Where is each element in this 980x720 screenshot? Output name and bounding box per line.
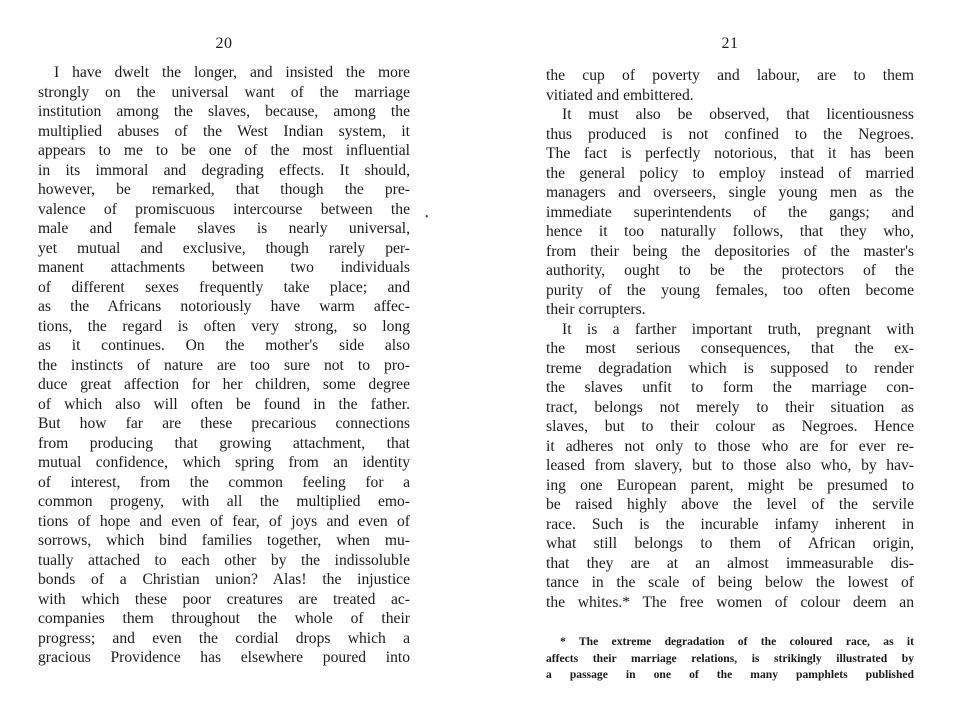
text-line: sorrows, which bind families together, when mu- xyxy=(38,532,410,549)
page-body-text xyxy=(546,66,914,612)
text-line: the most serious consequences, that the ex- xyxy=(546,340,914,357)
text-line: with which these poor creatures are treated ac- xyxy=(38,590,410,608)
text-line: I have dwelt the longer, and insisted the more xyxy=(54,64,410,81)
text-line: progress; and even the cordial drops which a xyxy=(38,629,410,647)
footnote-line: a passage in one of the many pamphlets published xyxy=(546,668,914,681)
text-line: strongly on the universal want of the marriage xyxy=(38,83,410,101)
text-line: common progeny, with all the multiplied emo- xyxy=(38,493,410,510)
text-line: from their being the depositories of the master's xyxy=(546,242,914,260)
text-line: appears to me to be one of the most influential xyxy=(38,142,410,159)
text-line: gracious Providence has elsewhere poured into xyxy=(38,649,410,666)
text-line: But how far are these precarious connections xyxy=(38,415,410,432)
text-line: ing one European parent, might be presumed to xyxy=(546,476,914,494)
text-line: as it continues. On the mother's side also xyxy=(38,337,410,354)
text-line: hence it too naturally follows, that they who, xyxy=(546,223,914,240)
text-line: mutual confidence, which spring from an identity xyxy=(38,454,410,471)
page-body-text xyxy=(38,63,410,668)
right-page xyxy=(546,0,914,720)
text-line: the slaves unfit to form the marriage con- xyxy=(546,379,914,396)
text-line: as the Africans notoriously have warm affec- xyxy=(38,298,410,315)
text-line: tions of hope and even of fear, of joys and even of xyxy=(38,512,410,530)
text-line: vitiated and embittered. xyxy=(546,86,694,104)
text-line: slaves, but to their colour as Negroes. Hence xyxy=(546,418,914,435)
text-line: their corrupters. xyxy=(546,301,646,318)
text-line: tually attached to each other by the indissoluble xyxy=(38,551,410,569)
left-page xyxy=(38,0,410,720)
text-line: immediate superintendents of the gangs; and xyxy=(546,203,914,221)
text-line: tract, belongs not merely to their situation as xyxy=(546,398,914,416)
text-line: however, be remarked, that though the pre- xyxy=(38,181,410,198)
text-line: race. Such is the incurable infamy inherent in xyxy=(546,515,914,533)
text-line: in its immoral and degrading effects. It should, xyxy=(38,161,410,179)
text-line: the whites.* The free women of colour deem an xyxy=(546,593,914,611)
text-line: The fact is perfectly notorious, that it has been xyxy=(546,145,914,162)
text-line: multiplied abuses of the West Indian system, it xyxy=(38,122,410,140)
text-line: tance in the scale of being below the lowest of xyxy=(546,574,914,591)
text-line: it adheres not only to those who are for ever re- xyxy=(546,437,914,455)
page-number: 20 xyxy=(215,35,233,52)
text-line: the cup of poverty and labour, are to them xyxy=(546,67,914,84)
text-line: be raised highly above the level of the servile xyxy=(546,496,914,513)
text-line: what still belongs to them of African origin, xyxy=(546,535,914,552)
text-line: purity of the young females, too often become xyxy=(546,281,914,299)
text-line: the general policy to employ instead of married xyxy=(546,164,914,182)
text-line: It must also be observed, that licentiousness xyxy=(562,106,914,123)
text-line: authority, ought to be the protectors of the xyxy=(546,262,914,279)
text-line: manent attachments between two individuals xyxy=(38,259,410,276)
print-speck-mark: • xyxy=(425,212,429,223)
text-line: of different sexes frequently take place; and xyxy=(38,278,410,296)
text-line: from producing that growing attachment, that xyxy=(38,434,410,452)
text-line: that they are at an almost immeasurable dis- xyxy=(546,554,914,572)
text-line: valence of promiscuous intercourse between the xyxy=(38,200,410,218)
text-line: the instincts of nature are too sure not to pro- xyxy=(38,356,410,374)
footnote xyxy=(546,634,914,684)
footnote-line: * The extreme degradation of the coloured race, as it xyxy=(560,635,914,648)
text-line: leased from slavery, but to those also who, by hav- xyxy=(546,457,914,474)
text-line: male and female slaves is nearly universal, xyxy=(38,220,410,237)
text-line: managers and overseers, single young men as the xyxy=(546,184,914,201)
text-line: duce great affection for her children, some degree xyxy=(38,376,410,393)
text-line: companies them throughout the whole of their xyxy=(38,610,410,627)
text-line: thus produced is not confined to the Negroes. xyxy=(546,125,914,143)
text-line: institution among the slaves, because, among the xyxy=(38,103,410,120)
text-line: bonds of a Christian union? Alas! the injustice xyxy=(38,571,410,588)
text-line: tions, the regard is often very strong, so long xyxy=(38,317,410,335)
text-line: treme degradation which is supposed to render xyxy=(546,359,914,377)
text-line: of interest, from the common feeling for a xyxy=(38,473,410,491)
page-number: 21 xyxy=(721,35,739,52)
text-line: It is a farther important truth, pregnant with xyxy=(562,320,914,338)
footnote-line: affects their marriage relations, is strikingly illustrated by xyxy=(546,651,914,665)
text-line: yet mutual and exclusive, though rarely per- xyxy=(38,239,410,257)
text-line: of which also will often be found in the father. xyxy=(38,395,410,413)
